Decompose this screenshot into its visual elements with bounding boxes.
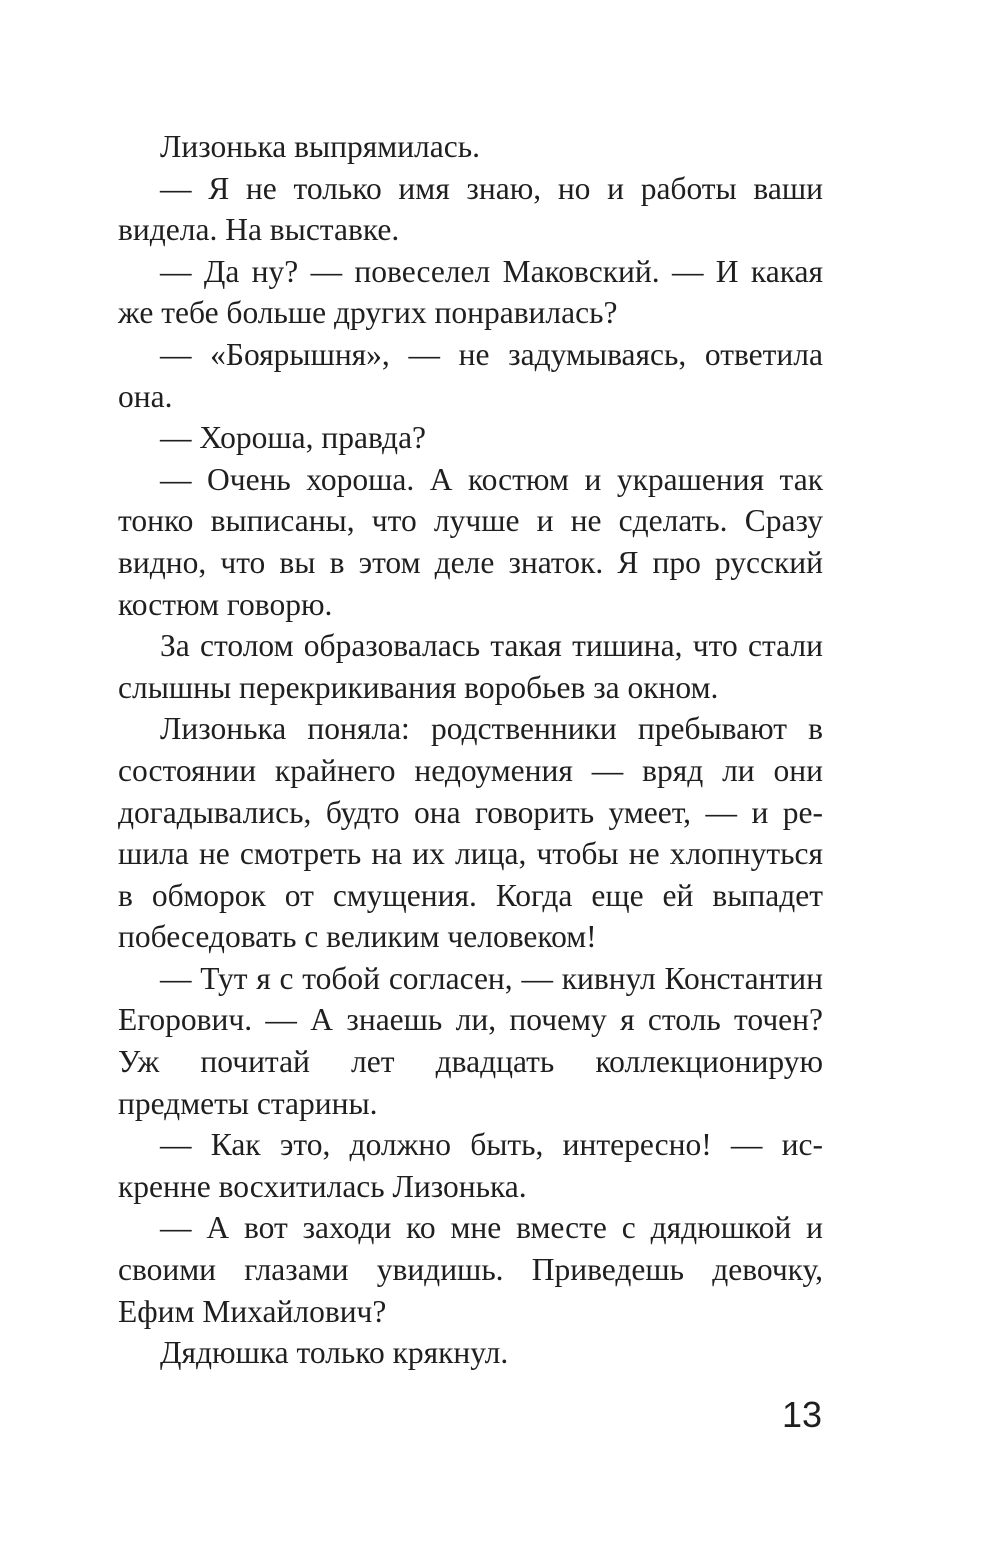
- page-number: 13: [781, 1394, 822, 1435]
- paragraph-12: Дядюшка только крякнул.: [160, 1335, 509, 1371]
- paragraph-9: — Тут я с тобой согласен, — кивнул Константин Егорович. — А знаешь ли, почему я столь точен? Уж почитай лет двадцать коллекционирую предметы старины.: [118, 960, 823, 1121]
- paragraph-7: За столом образовалась такая тишина, что стали слышны перекрикивания воробьев за окном.: [118, 628, 823, 705]
- paragraph-1: Лизонька выпрямилась.: [160, 129, 480, 164]
- paragraph-10: — Как это, должно быть, интересно! — искренне восхитилась Лизонька.: [118, 1127, 823, 1204]
- paragraph-5: — Хороша, правда?: [160, 420, 427, 456]
- paragraph-2: — Я не только имя знаю, но и работы ваши видела. На выставке.: [118, 170, 823, 248]
- paragraph-4: — «Боярышня», — не задумываясь, ответила она.: [118, 336, 823, 414]
- page-body-text: [118, 126, 823, 1374]
- paragraph-6: — Очень хороша. А костюм и украшения так тонко выписаны, что лучше и не сделать. Сразу видно, что вы в этом деле знаток. Я про русский костюм говорю.: [118, 461, 823, 622]
- paragraph-3: — Да ну? — повеселел Маковский. — И какая же тебе больше других понравилась?: [118, 253, 823, 331]
- paragraph-8: Лизонька поняла: родственники пребывают в состоянии крайнего недоумения — вряд ли они догадывались, будто она говорить умеет, — и решила не смотреть на их лица, чтобы не хлопнуться в обморок от смущения. Когда еще ей выпадет побеседовать с великим человеком!: [118, 711, 823, 955]
- paragraph-11: — А вот заходи ко мне вместе с дядюшкой и своими глазами увидишь. Приведешь девочку, Ефим Михайлович?: [118, 1210, 823, 1329]
